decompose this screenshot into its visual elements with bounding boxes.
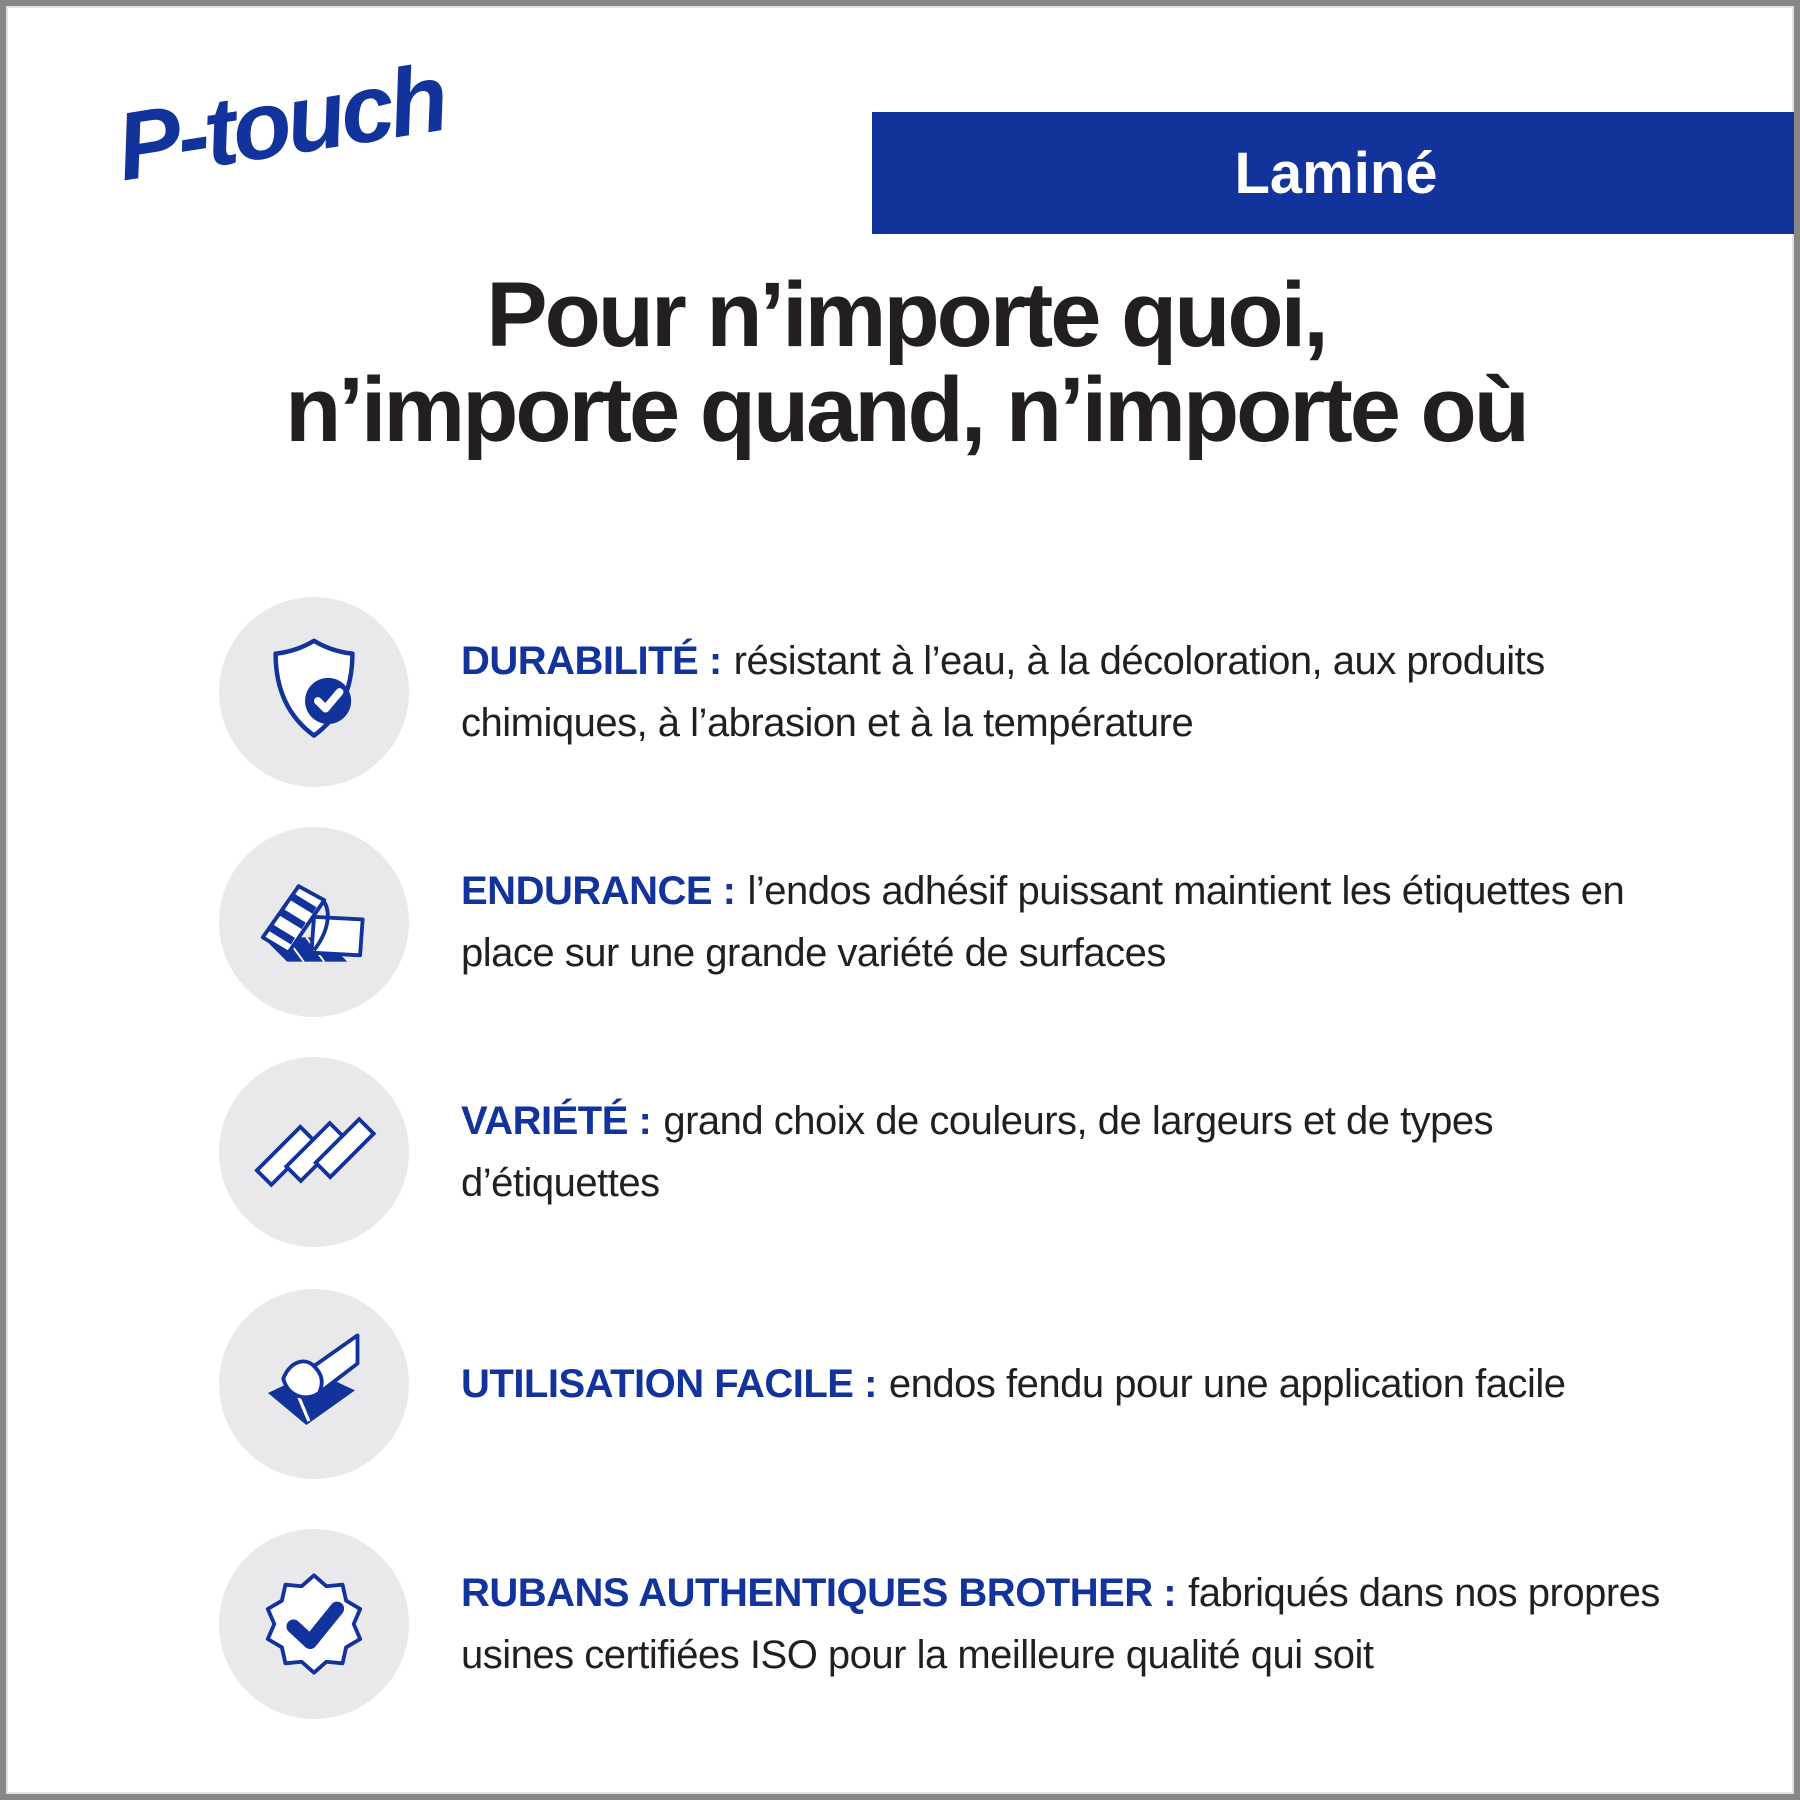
icon-circle xyxy=(219,1057,409,1247)
page-title xyxy=(6,264,1800,461)
adhesive-tape-icon xyxy=(250,858,378,986)
lamine-banner xyxy=(872,112,1800,234)
feature-label: VARIÉTÉ : xyxy=(461,1099,652,1143)
feature-text xyxy=(461,630,1679,754)
certified-badge-icon xyxy=(250,1560,378,1688)
feature-text xyxy=(461,1562,1679,1686)
ptouch-logo: P-touch xyxy=(109,44,452,202)
headline-line1: Pour n’importe quoi, xyxy=(486,264,1326,366)
feature-label: ENDURANCE : xyxy=(461,869,736,913)
feature-label: UTILISATION FACILE : xyxy=(461,1362,877,1406)
feature-description: endos fendu pour une application facile xyxy=(888,1362,1566,1406)
feature-description: grand choix de couleurs, de largeurs et de types d’étiquettes xyxy=(461,1099,1494,1205)
icon-circle xyxy=(219,1529,409,1719)
feature-text xyxy=(461,1353,1565,1415)
feature-text xyxy=(461,860,1646,984)
headline-line2: n’importe quand, n’importe où xyxy=(285,359,1527,461)
feature-description: fabriqués dans nos propres usines certifiées ISO pour la meilleure qualité qui soit xyxy=(461,1571,1660,1677)
feature-description: résistant à l’eau, à la décoloration, aux produits chimiques, à l’abrasion et à la température xyxy=(461,639,1545,745)
feature-label: RUBANS AUTHENTIQUES BROTHER : xyxy=(461,1571,1177,1615)
feature-durability xyxy=(219,597,1679,787)
icon-circle xyxy=(219,597,409,787)
feature-variety xyxy=(219,1057,1679,1247)
feature-genuine-tapes xyxy=(219,1529,1679,1719)
feature-description: l’endos adhésif puissant maintient les étiquettes en place sur une grande variété de surfaces xyxy=(461,869,1625,975)
feature-label: DURABILITÉ : xyxy=(461,639,722,683)
tape-stripes-icon xyxy=(250,1088,378,1216)
feature-endurance xyxy=(219,827,1679,1017)
feature-text xyxy=(461,1090,1521,1214)
feature-easy-use xyxy=(219,1289,1679,1479)
banner-label: Laminé xyxy=(1234,140,1438,206)
icon-circle xyxy=(219,827,409,1017)
peel-label-icon xyxy=(250,1320,378,1448)
shield-check-icon xyxy=(250,628,378,756)
icon-circle xyxy=(219,1289,409,1479)
